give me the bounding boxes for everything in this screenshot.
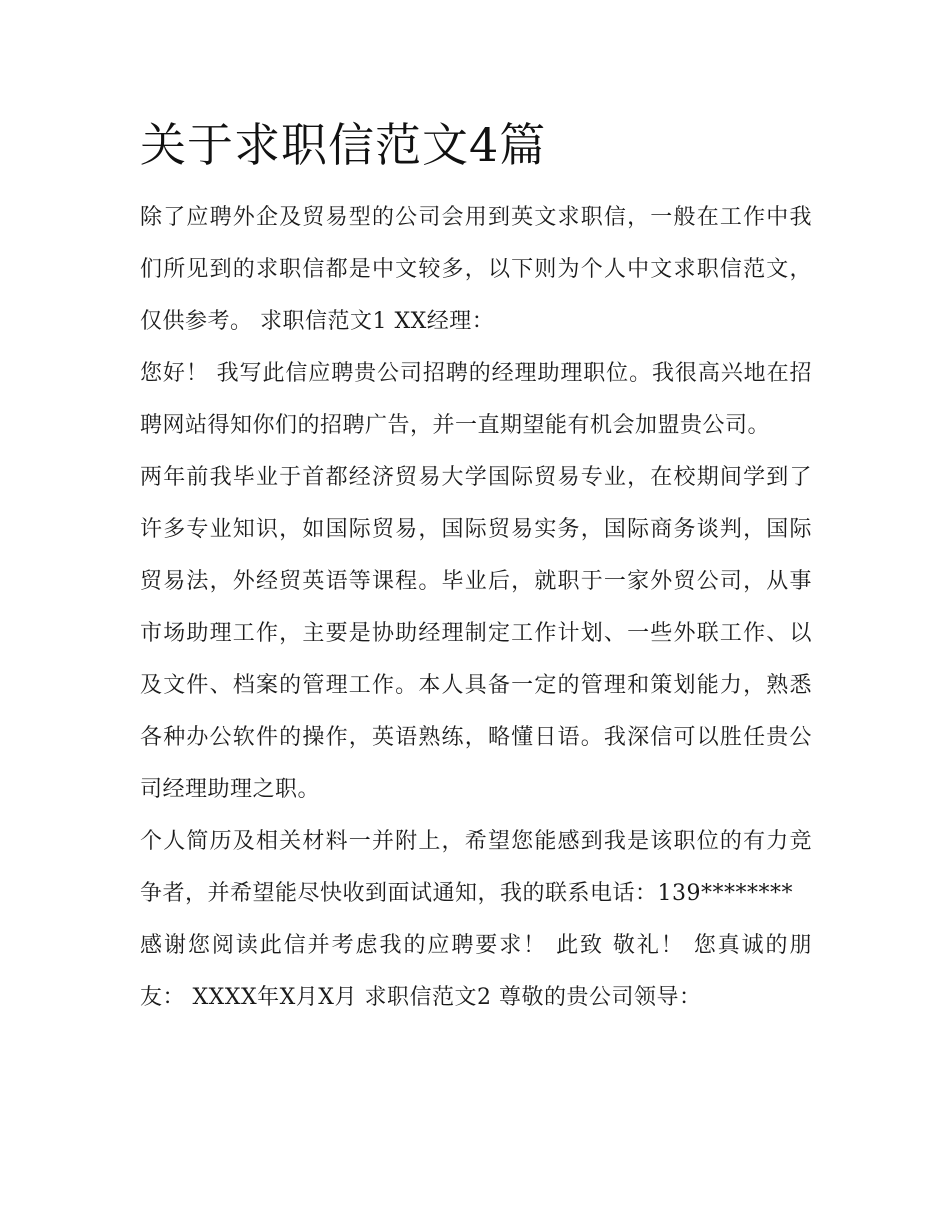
paragraph-greeting: 您好！ 我写此信应聘贵公司招聘的经理助理职位。我很高兴地在招聘网站得知你们的招聘广告，并一直期望能有机会加盟贵公司。 <box>140 361 812 438</box>
paragraph-intro: 除了应聘外企及贸易型的公司会用到英文求职信，一般在工作中我们所见到的求职信都是中文较多，以下则为个人中文求职信范文，仅供参考。 求职信范文1 XX经理： <box>140 205 812 334</box>
document-title: 关于求职信范文4篇 <box>140 118 547 172</box>
paragraph-closing: 感谢您阅读此信并考虑我的应聘要求！ 此致 敬礼！ 您真诚的朋友： XXXX年X月X月 求职信范文2 尊敬的贵公司领导： <box>140 933 812 1010</box>
paragraph-experience: 两年前我毕业于首都经济贸易大学国际贸易专业，在校期间学到了许多专业知识，如国际贸易，国际贸易实务，国际商务谈判，国际贸易法，外经贸英语等课程。毕业后，就职于一家外贸公司，从事市场助理工作，主要是协助经理制定工作计划、一些外联工作、以及文件、档案的管理工作。本人具备一定的管理和策划能力，熟悉各种办公软件的操作，英语熟练，略懂日语。我深信可以胜任贵公司经理助理之职。 <box>140 465 812 802</box>
document-body <box>140 112 812 1024</box>
paragraph-contact: 个人简历及相关材料一并附上，希望您能感到我是该职位的有力竞争者，并希望能尽快收到面试通知，我的联系电话：139******** <box>140 829 812 906</box>
